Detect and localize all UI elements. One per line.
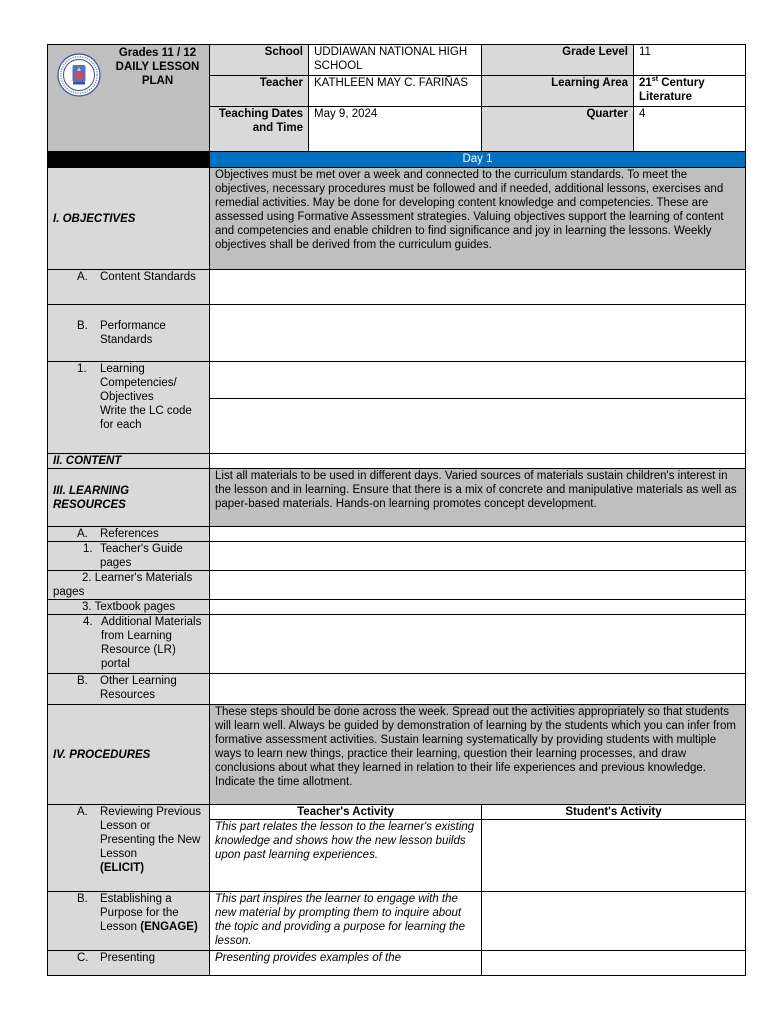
- objectives-description: Objectives must be met over a week and connected to the curriculum standards. To meet the objectives, necessary procedures must be followed and if needed, additional lessons, exercises and remedial activities. May be done for developing content knowledge and competencies. These are assessed using Formative Assessment strategies. Valuing objectives support the learning of content and competencies and enable children to find significance and joy in learning the lessons. Weekly objectives shall be derived from the curriculum guides.: [210, 168, 746, 270]
- learning-competencies-text: Learning Competencies/ Objectives: [100, 363, 177, 403]
- other-resources-text: Other Learning Resources: [100, 675, 177, 701]
- procedures-description: These steps should be done across the week. Spread out the activities appropriately so that students will learn well. Always be guided by demonstration of learning by the students which you can infer from formative assessment activities. Sustain learning systematically by providing students with multiple ways to learn new things, practice their learning, question their learning processes, and draw conclusions about what they learned in relation to their life experiences and previous knowledge. Indicate the time allotment.: [210, 705, 746, 805]
- performance-standards-marker: B.: [77, 320, 88, 332]
- performance-standards-value[interactable]: [210, 305, 746, 362]
- grade-level-value: 11: [634, 45, 746, 76]
- content-value[interactable]: [210, 454, 746, 469]
- quarter-value: 4: [634, 107, 746, 152]
- teaching-dates-label: Teaching Dates and Time: [210, 107, 309, 152]
- content-standards-text: Content Standards: [100, 271, 196, 283]
- additional-materials-text: Additional Materials from Learning Resource (LR) portal: [101, 616, 202, 670]
- teachers-guide-marker: 1.: [83, 543, 93, 555]
- presenting-label: [48, 951, 210, 976]
- additional-materials-label: [48, 615, 210, 674]
- learning-resources-description: List all materials to be used in different days. Varied sources of materials sustain children's interest in the lesson and in learning. Ensure that there is a mix of concrete and manipulative materials as well as paper-based materials. Hands-on learning promotes concept development.: [210, 469, 746, 527]
- plan-title-line1: Grades 11 / 12: [118, 47, 197, 59]
- school-value: UDDIAWAN NATIONAL HIGH SCHOOL: [309, 45, 482, 76]
- elicit-student-activity[interactable]: [482, 820, 746, 892]
- references-value[interactable]: [210, 527, 746, 542]
- school-label: School: [210, 45, 309, 76]
- content-standards-value[interactable]: [210, 270, 746, 305]
- learners-materials-text: 2. Learner's Materials pages: [53, 572, 193, 598]
- other-resources-marker: B.: [77, 675, 88, 687]
- engage-teacher-activity[interactable]: This part inspires the learner to engage with the new material by prompting them to inquire about the topic and providing a purpose for learning the lesson.: [210, 892, 482, 951]
- references-text: References: [100, 528, 159, 540]
- lesson-plan-page: [47, 44, 737, 976]
- content-standards-label: [48, 270, 210, 305]
- presenting-teacher-activity[interactable]: Presenting provides examples of the: [210, 951, 482, 976]
- engage-student-activity[interactable]: [482, 892, 746, 951]
- lc-code-value[interactable]: [210, 399, 746, 454]
- learners-materials-label: [48, 571, 210, 600]
- elicit-label: [48, 805, 210, 892]
- learning-area-num: 21: [639, 77, 652, 89]
- students-activity-header: Student's Activity: [482, 805, 746, 820]
- learning-competencies-label: [48, 362, 210, 454]
- learning-resources-heading: III. LEARNING RESOURCES: [48, 469, 210, 527]
- grade-level-label: Grade Level: [482, 45, 634, 76]
- header-title-cell: [48, 45, 210, 152]
- textbook-pages-label: [48, 600, 210, 615]
- learners-materials-value[interactable]: [210, 571, 746, 600]
- performance-standards-text: Performance Standards: [100, 320, 166, 346]
- learning-area-sup: st: [651, 76, 659, 84]
- elicit-teacher-activity[interactable]: This part relates the lesson to the learner's existing knowledge and shows how the new lesson builds upon past learning experiences.: [210, 820, 482, 892]
- teacher-value: KATHLEEN MAY C. FARIÑAS: [309, 76, 482, 107]
- teaching-dates-value: May 9, 2024: [309, 107, 482, 152]
- engage-label: [48, 892, 210, 951]
- elicit-text: Reviewing Previous Lesson or Presenting the New Lesson: [100, 806, 201, 860]
- engage-marker: B.: [77, 893, 88, 905]
- references-label: [48, 527, 210, 542]
- additional-materials-value[interactable]: [210, 615, 746, 674]
- presenting-text: Presenting: [100, 952, 155, 964]
- other-resources-label: [48, 674, 210, 705]
- lesson-plan-table: [47, 44, 746, 976]
- engage-tag: (ENGAGE): [140, 921, 198, 933]
- engage-text: Establishing a Purpose for the Lesson: [100, 893, 179, 933]
- teachers-guide-label: [48, 542, 210, 571]
- presenting-marker: C.: [77, 952, 89, 964]
- presenting-student-activity[interactable]: [482, 951, 746, 976]
- teachers-guide-text: Teacher's Guide pages: [100, 543, 183, 569]
- plan-title-line3: PLAN: [141, 75, 174, 87]
- lc-code-note: Write the LC code for each: [100, 405, 192, 431]
- content-standards-marker: A.: [77, 271, 88, 283]
- references-marker: A.: [77, 528, 88, 540]
- objectives-heading: I. OBJECTIVES: [48, 168, 210, 270]
- textbook-pages-text: 3. Textbook pages: [82, 601, 176, 613]
- learning-competencies-marker: 1.: [77, 363, 87, 375]
- quarter-label: Quarter: [482, 107, 634, 152]
- additional-materials-marker: 4.: [83, 616, 93, 628]
- teacher-label: Teacher: [210, 76, 309, 107]
- elicit-tag: (ELICIT): [100, 862, 145, 874]
- teachers-activity-header: Teacher's Activity: [210, 805, 482, 820]
- other-resources-value[interactable]: [210, 674, 746, 705]
- textbook-pages-value[interactable]: [210, 600, 746, 615]
- procedures-heading: IV. PROCEDURES: [48, 705, 210, 805]
- learning-area-rest: Century Literature: [639, 77, 705, 103]
- learning-area-value: [634, 76, 746, 107]
- performance-standards-label: [48, 305, 210, 362]
- plan-title: [110, 46, 205, 88]
- learning-area-label: Learning Area: [482, 76, 634, 107]
- deped-seal-icon: [57, 53, 101, 97]
- elicit-marker: A.: [77, 806, 88, 818]
- plan-title-line2: DAILY LESSON: [115, 61, 200, 73]
- day-row-spacer: [48, 152, 210, 168]
- teachers-guide-value[interactable]: [210, 542, 746, 571]
- day-header: Day 1: [210, 152, 746, 168]
- content-heading: II. CONTENT: [48, 454, 210, 469]
- learning-competencies-value[interactable]: [210, 362, 746, 399]
